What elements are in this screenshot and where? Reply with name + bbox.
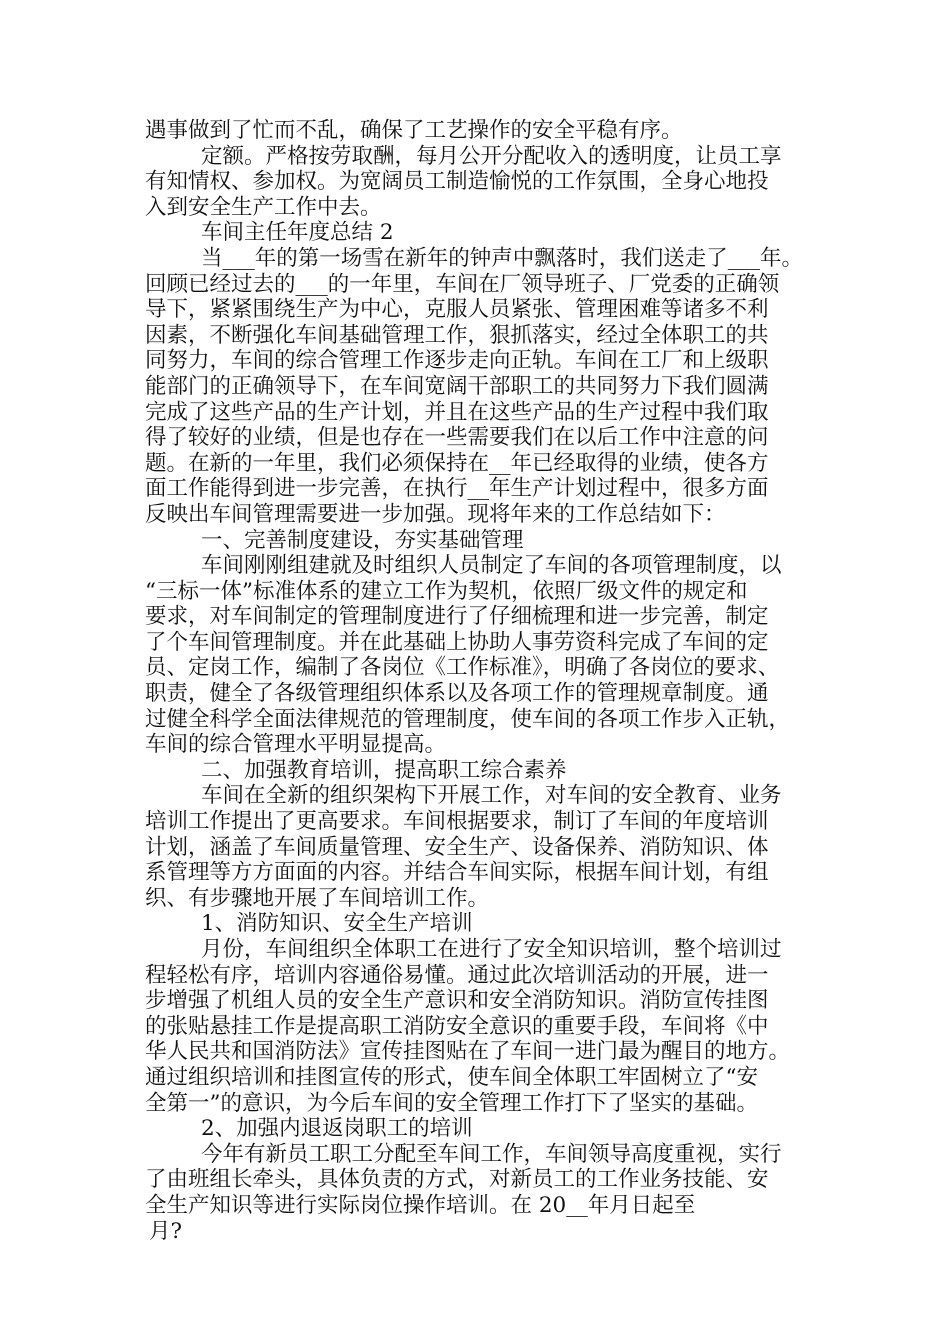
text-line: 通过组织培训和挂图宣传的形式，使车间全体职工牢固树立了“安 bbox=[145, 1064, 758, 1090]
text-line: 有知情权、参加权。为宽阔员工制造愉悦的工作氛围，全身心地投 bbox=[145, 169, 769, 195]
text-line: 题。在新的一年里，我们必须保持在__年已经取得的业绩，使各方 bbox=[145, 450, 769, 476]
text-line: 今年有新员工职工分配至车间工作，车间领导高度重视，实行 bbox=[201, 1141, 782, 1167]
text-line: 得了较好的业绩，但是也存在一些需要我们在以后工作中注意的问 bbox=[145, 425, 769, 451]
text-line: 完成了这些产品的生产计划，并且在这些产品的生产过程中我们取 bbox=[145, 399, 769, 425]
text-line: 培训工作提出了更高要求。车间根据要求，制订了车间的年度培训 bbox=[145, 809, 769, 835]
section-heading: 二、加强教育培训，提高职工综合素养 bbox=[201, 757, 567, 783]
text-line: 了由班组长牵头，具体负责的方式，对新员工的工作业务技能、安 bbox=[145, 1167, 769, 1193]
text-line: 步增强了机组人员的安全生产意识和安全消防知识。消防宣传挂图 bbox=[145, 988, 769, 1014]
text-line: 员、定岗工作，编制了各岗位《工作标准》，明确了各岗位的要求、 bbox=[145, 655, 780, 681]
section-heading: 一、完善制度建设，夯实基础管理 bbox=[201, 527, 524, 553]
text-line: 全第一”的意识，为今后车间的安全管理工作打下了坚实的基础。 bbox=[145, 1090, 758, 1116]
text-line: 月? bbox=[149, 1218, 183, 1244]
text-line: 车间刚刚组建就及时组织人员制定了车间的各项管理制度，以 bbox=[201, 553, 782, 579]
text-line: 了个车间管理制度。并在此基础上协助人事劳资科完成了车间的定 bbox=[145, 629, 769, 655]
text-line: 月份，车间组织全体职工在进行了安全知识培训，整个培训过 bbox=[201, 937, 782, 962]
text-line: 当___年的第一场雪在新年的钟声中飘落时，我们送走了___年。 bbox=[201, 245, 804, 271]
text-line: 车间的综合管理水平明显提高。 bbox=[145, 732, 447, 758]
text-line: 计划，涵盖了车间质量管理、安全生产、设备保养、消防知识、体 bbox=[145, 834, 769, 860]
text-line: 同努力，车间的综合管理工作逐步走向正轨。车间在工厂和上级职 bbox=[145, 348, 769, 374]
document-body bbox=[145, 118, 825, 1244]
text-line: 入到安全生产工作中去。 bbox=[145, 194, 382, 220]
subsection-heading: 1、消防知识、安全生产培训 bbox=[201, 911, 473, 937]
subsection-heading: 2、加强内退返岗职工的培训 bbox=[201, 1116, 473, 1142]
text-line: 回顾已经过去的___的一年里，车间在厂领导班子、厂党委的正确领 bbox=[145, 271, 780, 297]
text-line: 能部门的正确领导下，在车间宽阔干部职工的共同努力下我们圆满 bbox=[145, 373, 769, 399]
text-line: 要求，对车间制定的管理制度进行了仔细梳理和进一步完善，制定 bbox=[145, 604, 769, 630]
text-line: 导下，紧紧围绕生产为中心，克服人员紧张、管理困难等诸多不利 bbox=[145, 297, 769, 323]
text-line: 定额。严格按劳取酬，每月公开分配收入的透明度，让员工享 bbox=[201, 143, 782, 169]
text-line: 因素，不断强化车间基础管理工作，狠抓落实，经过全体职工的共 bbox=[145, 322, 769, 348]
text-line: 车间在全新的组织架构下开展工作，对车间的安全教育、业务 bbox=[201, 783, 782, 809]
text-line: 的张贴悬挂工作是提高职工消防安全意识的重要手段，车间将《中 bbox=[145, 1013, 769, 1039]
text-line: “三标一体”标准体系的建立工作为契机，依照厂级文件的规定和 bbox=[145, 578, 748, 604]
text-line: 程轻松有序，培训内容通俗易懂。通过此次培训活动的开展，进一 bbox=[145, 962, 769, 988]
text-line: 华人民共和国消防法》宣传挂图贴在了车间一进门最为醒目的地方。 bbox=[145, 1039, 791, 1065]
text-line: 织、有步骤地开展了车间培训工作。 bbox=[145, 885, 490, 911]
text-line: 面工作能得到进一步完善，在执行__年生产计划过程中，很多方面 bbox=[145, 476, 769, 502]
text-line: 过健全科学全面法律规范的管理制度，使车间的各项工作步入正轨， bbox=[145, 706, 791, 732]
section-title: 车间主任年度总结 2 bbox=[201, 220, 394, 246]
text-line: 全生产知识等进行实际岗位操作培训。在 20__年月日起至 bbox=[145, 1192, 696, 1218]
text-line: 遇事做到了忙而不乱，确保了工艺操作的安全平稳有序。 bbox=[145, 118, 683, 143]
text-line: 反映出车间管理需要进一步加强。现将年来的工作总结如下： bbox=[145, 501, 726, 527]
text-line: 职责，健全了各级管理组织体系以及各项工作的管理规章制度。通 bbox=[145, 681, 769, 707]
text-line: 系管理等方方面面的内容。并结合车间实际，根据车间计划，有组 bbox=[145, 860, 769, 886]
